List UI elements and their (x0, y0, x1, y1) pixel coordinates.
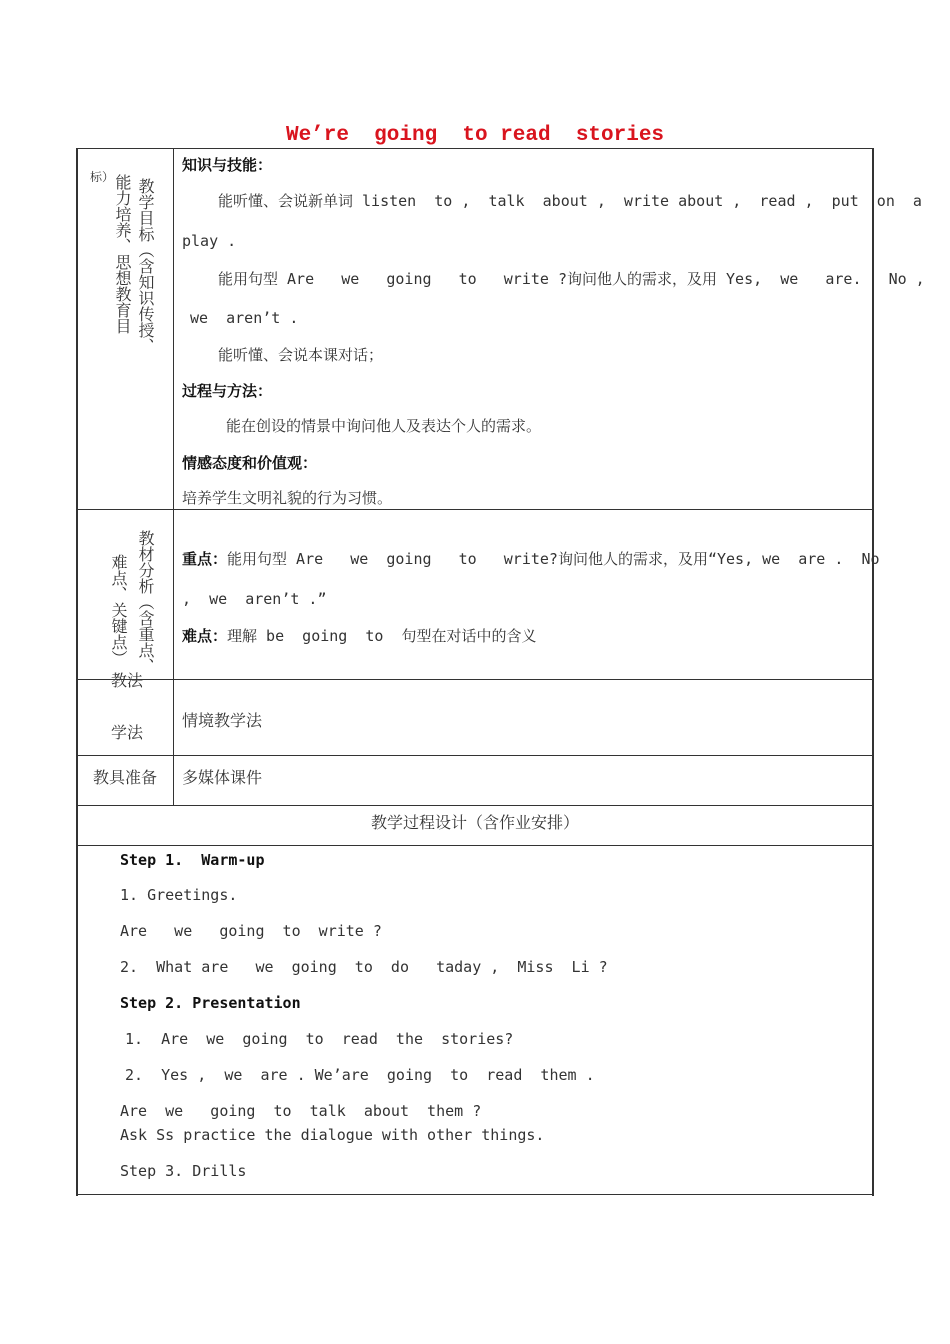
row-border (78, 1194, 872, 1195)
row-border (78, 805, 872, 806)
row-border (78, 148, 872, 149)
key-point-text-2: , we aren’t .” (182, 590, 327, 608)
column-divider (173, 148, 174, 805)
emotion-heading: 情感态度和价值观： (182, 454, 318, 472)
tools-label: 教具准备 (93, 768, 158, 787)
step-1-line-2: Are we going to write ? (120, 922, 382, 940)
process-heading: 过程与方法： (182, 382, 273, 400)
step-2-line-1: 1. Are we going to read the stories? (125, 1030, 514, 1048)
method-value: 情境教学法 (182, 711, 263, 730)
row-border (78, 755, 872, 756)
knowledge-heading: 知识与技能： (182, 156, 273, 174)
knowledge-line-2: play . (182, 232, 237, 250)
emotion-text: 培养学生文明礼貌的行为习惯。 (182, 489, 393, 507)
row-border (78, 679, 872, 680)
step-1-heading: Step 1. Warm-up (120, 851, 265, 869)
step-2-line-2: 2. Yes , we are . We’are going to read them . (125, 1066, 595, 1084)
lesson-plan-table (76, 148, 925, 1196)
objectives-label-col1: 能力培养、思想教育目 (113, 174, 132, 334)
analysis-label-col1: 难点、关键点） (109, 554, 128, 666)
knowledge-line-4: we aren’t . (190, 309, 299, 327)
key-point-text: 能用句型 Are we going to write?询问他人的需求，及用“Yes, we are . No (227, 550, 880, 568)
row-border (78, 845, 872, 846)
step-1-line-3: 2. What are we going to do taday , Miss Li ? (120, 958, 608, 976)
knowledge-line-1: 能听懂、会说新单词 listen to , talk about , write about , read , put on a (218, 192, 922, 210)
objectives-label-clip: 标） (90, 170, 115, 184)
step-2-line-4: Ask Ss practice the dialogue with other things. (120, 1126, 545, 1144)
step-1-line-1: 1. Greetings. (120, 886, 238, 904)
step-2-line-3: Are we going to talk about them ? (120, 1102, 482, 1120)
row-border (78, 509, 872, 510)
process-design-header: 教学过程设计（含作业安排） (370, 813, 579, 832)
key-point-label: 重点： (182, 550, 228, 568)
document-title: We’re going to read stories (285, 124, 665, 147)
difficult-point-label: 难点： (182, 627, 228, 645)
analysis-label-col2: 教材分析（含重点、 (136, 530, 155, 674)
process-text: 能在创设的情景中询问他人及表达个人的需求。 (226, 417, 542, 435)
knowledge-line-5: 能听懂、会说本课对话； (218, 346, 384, 364)
step-2-heading: Step 2. Presentation (120, 994, 301, 1012)
tools-value: 多媒体课件 (182, 768, 263, 787)
knowledge-line-3: 能用句型 Are we going to write ?询问他人的需求，及用 Yes, we are. No , (218, 270, 925, 288)
method-label: 学法 (111, 723, 144, 742)
method-label-top: 教法 (111, 671, 144, 690)
step-3-heading: Step 3. Drills (120, 1162, 247, 1180)
difficult-point-text: 理解 be going to 句型在对话中的含义 (227, 627, 537, 645)
objectives-label-col2: 教学目标（含知识传授、 (136, 178, 155, 354)
